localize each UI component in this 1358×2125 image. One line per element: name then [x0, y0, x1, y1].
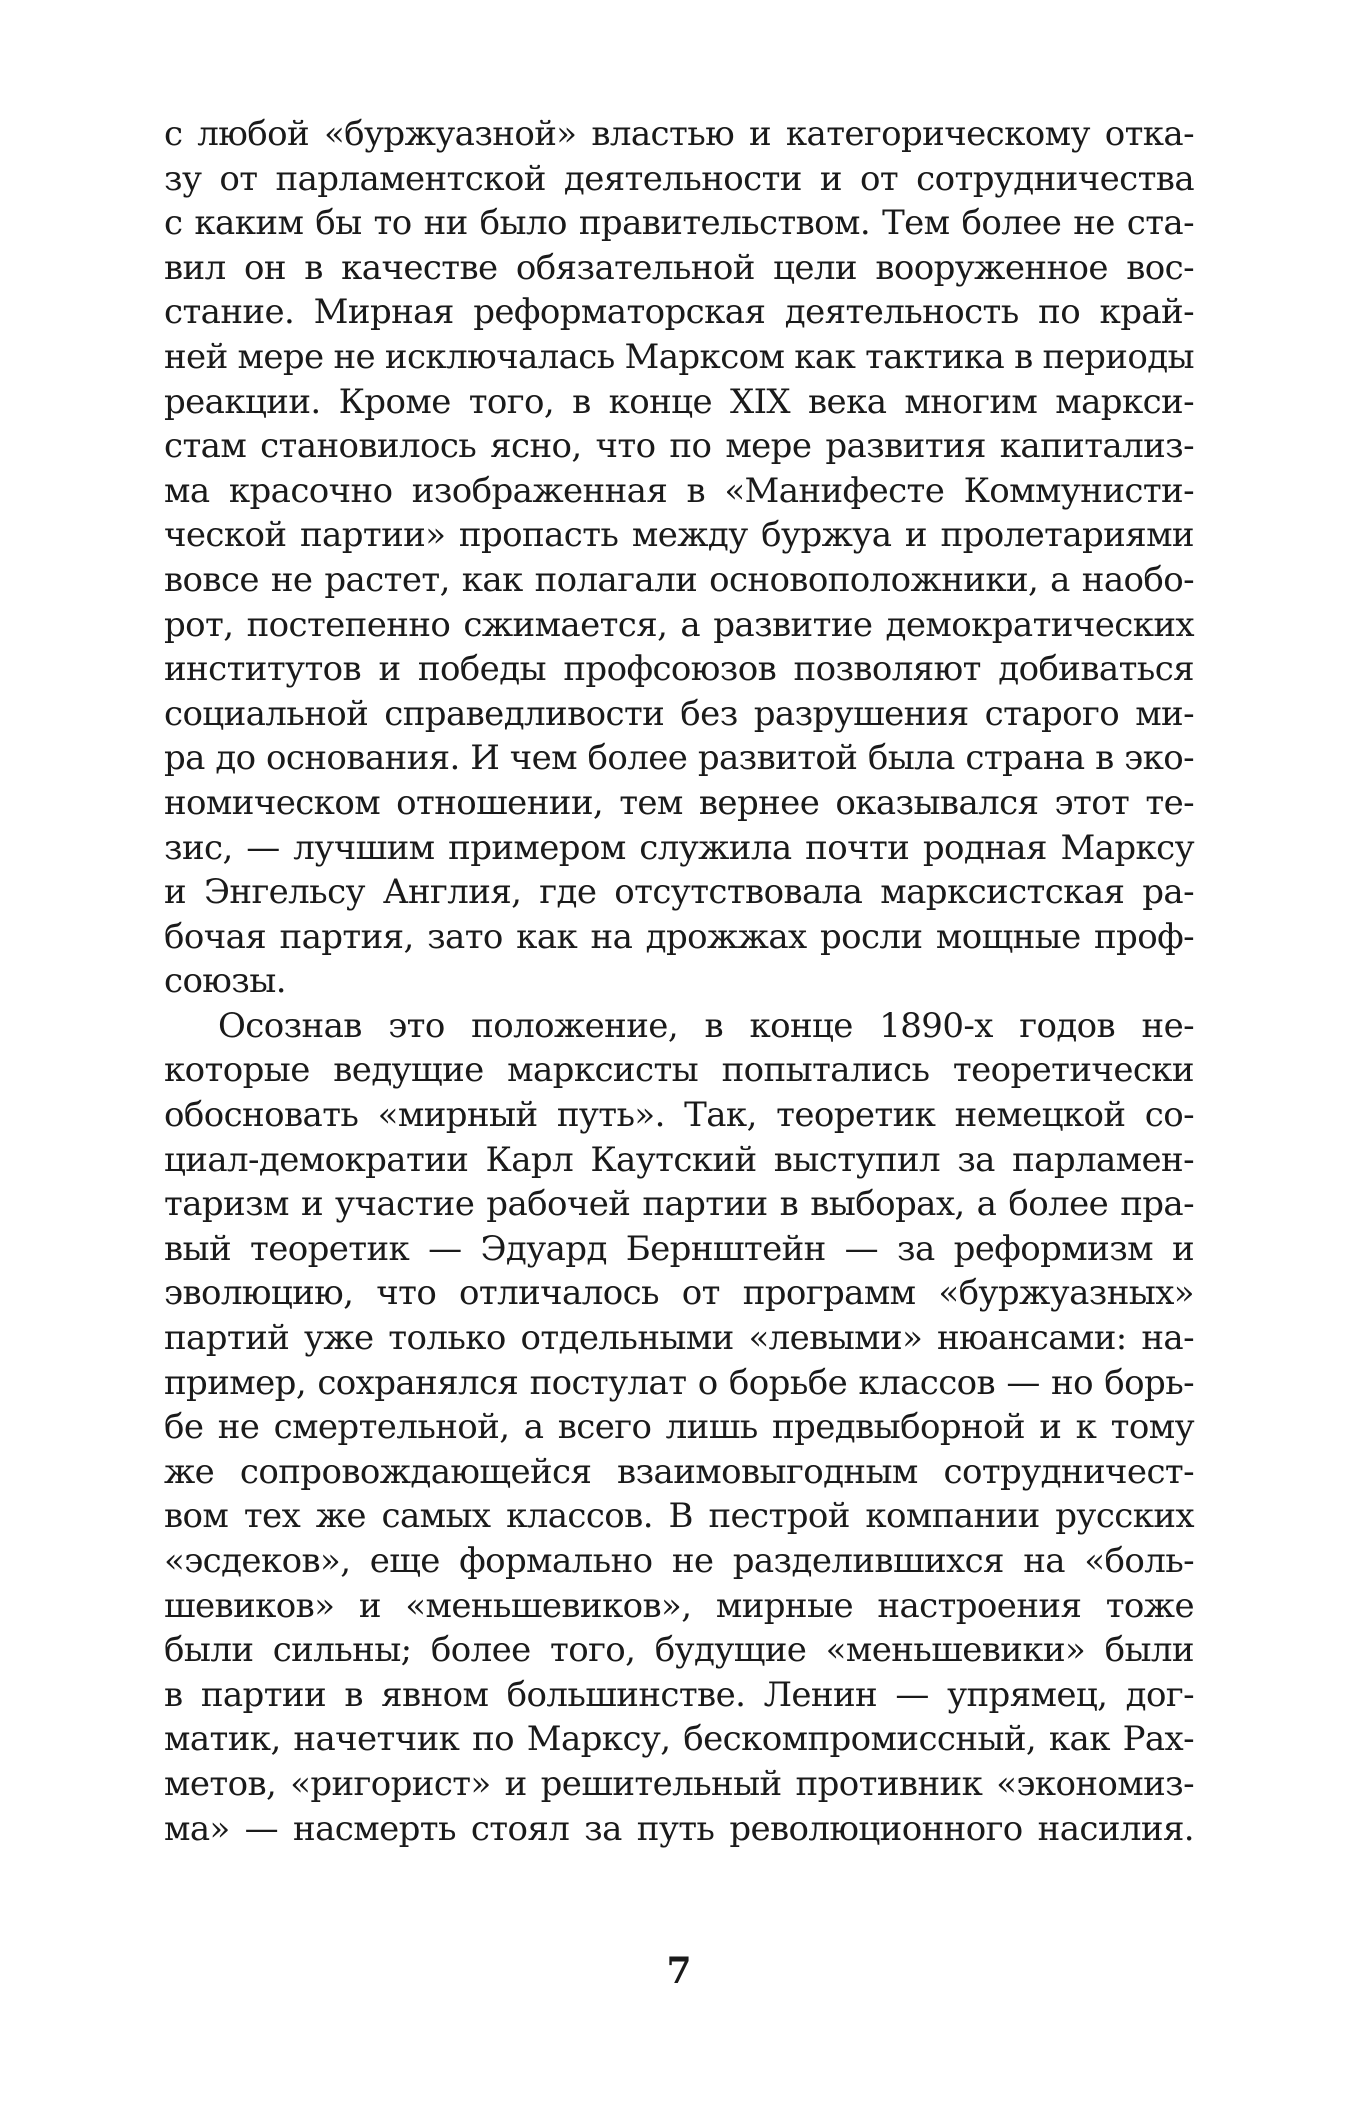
text-line: институтов и победы профсоюзов позволяют добиваться — [164, 649, 1194, 690]
text-line: зис, — лучшим примером служила почти родная Марксу — [164, 827, 1194, 868]
text-line: шевиков» и «меньшевиков», мирные настроения тоже — [164, 1585, 1194, 1626]
text-line: рот, постепенно сжимается, а развитие демократических — [164, 604, 1194, 645]
text-line: в партии в явном большинстве. Ленин — упрямец, дог- — [164, 1674, 1194, 1715]
text-line: вый теоретик — Эдуард Бернштейн — за реформизм и — [164, 1228, 1194, 1269]
text-line: которые ведущие марксисты попытались теоретически — [164, 1050, 1194, 1091]
text-line: циал-демократии Карл Каутский выступил за парламен- — [164, 1139, 1194, 1180]
text-line: ма» — насмерть стоял за путь революционного насилия. — [164, 1808, 1194, 1849]
text-line: «эсдеков», еще формально не разделившихся на «боль- — [164, 1541, 1194, 1581]
text-line: метов, «ригорист» и решительный противник «экономиз- — [164, 1763, 1194, 1804]
text-line: и Энгельсу Англия, где отсутствовала марксистская ра- — [164, 872, 1194, 913]
text-line: таризм и участие рабочей партии в выборах, а более пра- — [164, 1184, 1194, 1225]
page-number: 7 — [666, 1950, 692, 1992]
text-line: реакции. Кроме того, в конце XIX века многим маркси- — [164, 381, 1194, 422]
text-line: Осознав это положение, в конце 1890-х годов не- — [218, 1005, 1194, 1046]
text-line: бе не смертельной, а всего лишь предвыборной и к тому — [164, 1407, 1194, 1448]
text-line: пример, сохранялся постулат о борьбе классов — но борь- — [164, 1362, 1194, 1403]
text-line: были сильны; более того, будущие «меньшевики» были — [164, 1630, 1194, 1671]
text-line: вовсе не растет, как полагали основоположники, а наобо- — [164, 559, 1194, 600]
paragraph-1 — [164, 112, 1194, 1004]
text-line: ра до основания. И чем более развитой была страна в эко- — [164, 738, 1194, 779]
text-line: с каким бы то ни было правительством. Тем более не ста- — [164, 203, 1194, 244]
text-line: вом тех же самых классов. В пестрой компании русских — [164, 1496, 1194, 1537]
text-line: ма красочно изображенная в «Манифесте Коммунисти- — [164, 470, 1194, 511]
text-line: стание. Мирная реформаторская деятельность по край- — [164, 292, 1194, 333]
text-line: обосновать «мирный путь». Так, теоретик немецкой со- — [164, 1095, 1194, 1136]
text-line: союзы. — [164, 961, 286, 1002]
paragraph-2 — [164, 1004, 1194, 1851]
text-line: стам становилось ясно, что по мере развития капитализ- — [164, 426, 1194, 467]
text-line: же сопровождающейся взаимовыгодным сотрудничест- — [164, 1451, 1194, 1492]
text-line: партий уже только отдельными «левыми» нюансами: на- — [164, 1318, 1194, 1359]
text-line: эволюцию, что отличалось от программ «буржуазных» — [164, 1273, 1194, 1314]
body-text — [164, 112, 1194, 1851]
text-line: социальной справедливости без разрушения старого ми- — [164, 693, 1194, 734]
text-line: ней мере не исключалась Марксом как тактика в периоды — [164, 336, 1194, 377]
text-line: вил он в качестве обязательной цели вооруженное вос- — [164, 247, 1194, 288]
text-line: ческой партии» пропасть между буржуа и пролетариями — [164, 515, 1194, 556]
text-line: матик, начетчик по Марксу, бескомпромиссный, как Рах- — [164, 1719, 1194, 1760]
text-line: бочая партия, зато как на дрожжах росли мощные проф- — [164, 916, 1194, 957]
text-line: с любой «буржуазной» властью и категорическому отка- — [164, 114, 1194, 154]
text-line: зу от парламентской деятельности и от сотрудничества — [164, 158, 1194, 199]
text-line: номическом отношении, тем вернее оказывался этот те- — [164, 782, 1194, 823]
